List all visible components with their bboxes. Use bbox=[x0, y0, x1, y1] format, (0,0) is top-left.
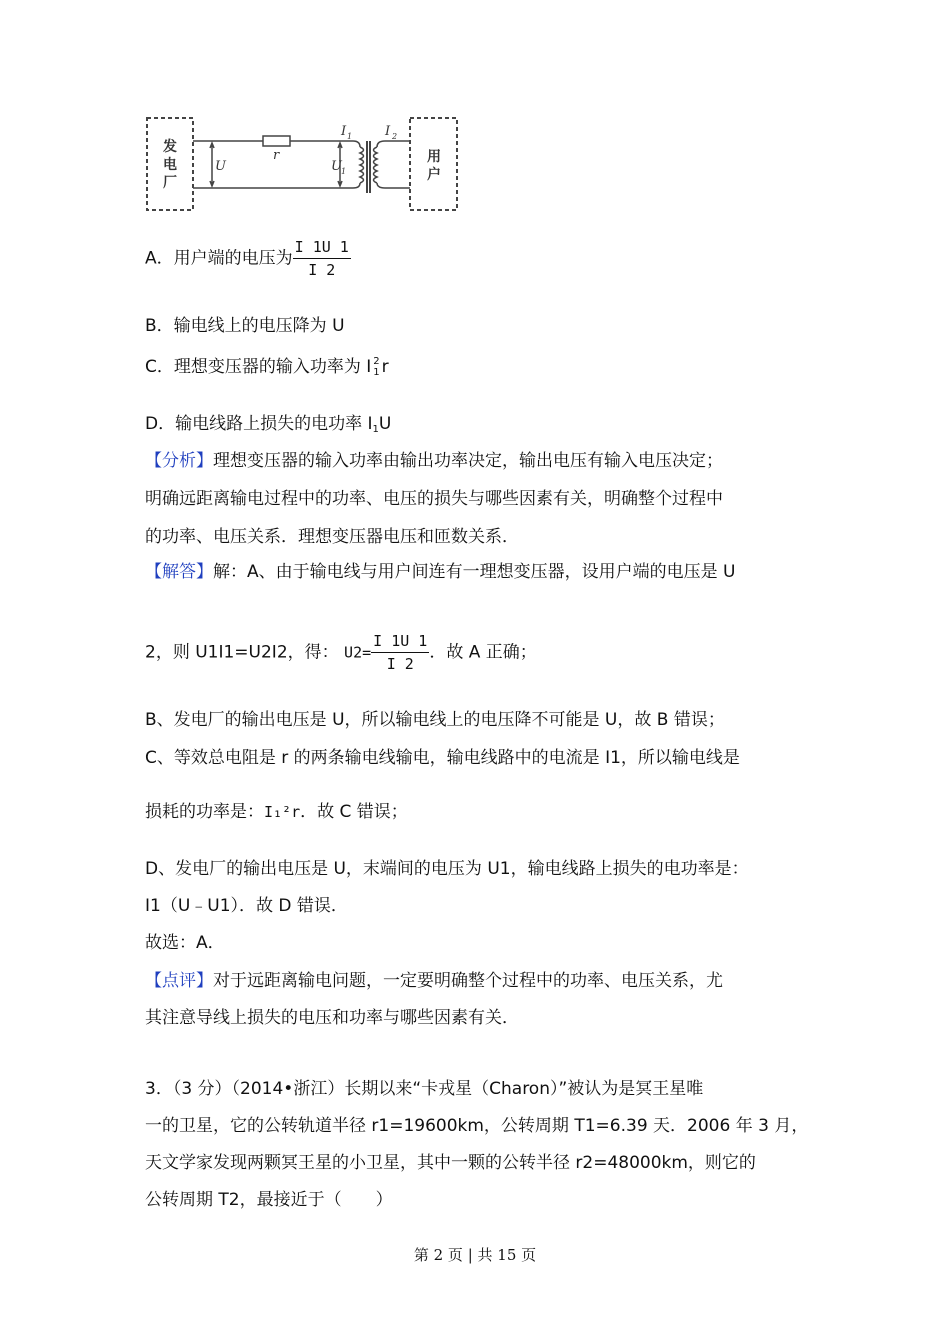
plant-label: 厂 bbox=[163, 175, 177, 191]
solution-line: B、发电厂的输出电压是 U，所以输电线上的电压降不可能是 U，故 B 错误； bbox=[145, 710, 725, 730]
fraction bbox=[371, 630, 429, 675]
comment-tag: 【点评】 bbox=[145, 971, 213, 991]
sub: 1 bbox=[372, 424, 379, 435]
sup: 2 bbox=[373, 356, 380, 367]
resistor-label: r bbox=[273, 148, 280, 163]
option-d-text: D．输电线路上损失的电功率 I bbox=[145, 414, 373, 434]
question-3-line: 一的卫星，它的公转轨道半径 r1=19600km，公转周期 T1=6.39 天．2006 年 3 月， bbox=[145, 1116, 809, 1136]
question-3-line: 3．（3 分）（2014•浙江）长期以来“卡戎星（Charon）”被认为是冥王星唯 bbox=[145, 1079, 704, 1099]
user-label: 用 bbox=[427, 149, 441, 165]
question-3-line: 天文学家发现两颗冥王星的小卫星，其中一颗的公转半径 r2=48000km，则它的 bbox=[145, 1153, 756, 1173]
solution-line: D、发电厂的输出电压是 U，末端间的电压为 U1，输电线路上损失的电功率是： bbox=[145, 859, 749, 879]
formula-lhs: U2= bbox=[344, 643, 372, 662]
tail: U bbox=[378, 414, 392, 434]
solution-line bbox=[145, 801, 408, 823]
text: 解：A、由于输电线与用户间连有一理想变压器，设用户端的电压是 U bbox=[213, 562, 736, 582]
text: ．故 C 错误； bbox=[300, 802, 408, 822]
voltage-u-label: U bbox=[215, 159, 226, 174]
comment-line bbox=[145, 970, 723, 992]
analysis-line: 的功率、电压关系．理想变压器电压和匝数关系． bbox=[145, 527, 519, 547]
solution-choice: 故选：A． bbox=[145, 933, 225, 953]
denominator: I 2 bbox=[308, 261, 336, 279]
solution-line bbox=[145, 630, 537, 675]
comment-line: 其注意导线上损失的电压和功率与哪些因素有关． bbox=[145, 1008, 519, 1028]
plant-label: 发 bbox=[163, 139, 177, 155]
analysis-tag: 【分析】 bbox=[145, 451, 213, 471]
current-i2-label: I bbox=[385, 124, 391, 139]
option-d bbox=[145, 413, 391, 441]
numerator: I 1U 1 bbox=[371, 630, 429, 653]
solution-tag: 【解答】 bbox=[145, 562, 213, 582]
user-label: 户 bbox=[427, 167, 441, 183]
option-a bbox=[145, 236, 351, 281]
solution-line: I1（U﹣U1）．故 D 错误． bbox=[145, 896, 348, 916]
text: 理想变压器的输入功率由输出功率决定，输出电压有输入电压决定； bbox=[213, 451, 723, 471]
numerator: I 1U 1 bbox=[293, 236, 351, 259]
option-a-text: A．用户端的电压为 bbox=[145, 248, 293, 269]
option-c bbox=[145, 356, 389, 378]
formula: I₁²r bbox=[264, 803, 301, 821]
voltage-u1-label: U bbox=[331, 159, 342, 174]
solution-line bbox=[145, 561, 735, 583]
current-i1-label: I bbox=[341, 124, 347, 139]
sub: 1 bbox=[373, 367, 380, 378]
question-3-line: 公转周期 T2，最接近于（ ） bbox=[145, 1190, 393, 1210]
text: 对于远距离输电问题，一定要明确整个过程中的功率、电压关系，尤 bbox=[213, 971, 723, 991]
tail: r bbox=[381, 357, 389, 377]
power-transmission-diagram bbox=[145, 115, 460, 213]
option-c-text: C．理想变压器的输入功率为 I bbox=[145, 357, 372, 377]
text: 损耗的功率是： bbox=[145, 802, 264, 822]
plant-label: 电 bbox=[163, 157, 177, 173]
text: ．故 A 正确； bbox=[429, 642, 537, 663]
solution-line: C、等效总电阻是 r 的两条输电线输电，输电线路中的电流是 I1，所以输电线是 bbox=[145, 748, 740, 768]
i1-sub: 1 bbox=[347, 132, 353, 141]
text: 2，则 U1I1=U2I2，得： bbox=[145, 642, 339, 663]
page-footer: 第 2 页 | 共 15 页 bbox=[413, 1246, 537, 1264]
denominator: I 2 bbox=[386, 655, 414, 673]
analysis-line: 明确远距离输电过程中的功率、电压的损失与哪些因素有关，明确整个过程中 bbox=[145, 489, 723, 509]
i2-sub: 2 bbox=[392, 132, 398, 141]
u1-sub: 1 bbox=[341, 167, 347, 176]
analysis-line bbox=[145, 450, 723, 472]
fraction bbox=[293, 236, 351, 281]
option-b: B．输电线上的电压降为 U bbox=[145, 316, 345, 336]
